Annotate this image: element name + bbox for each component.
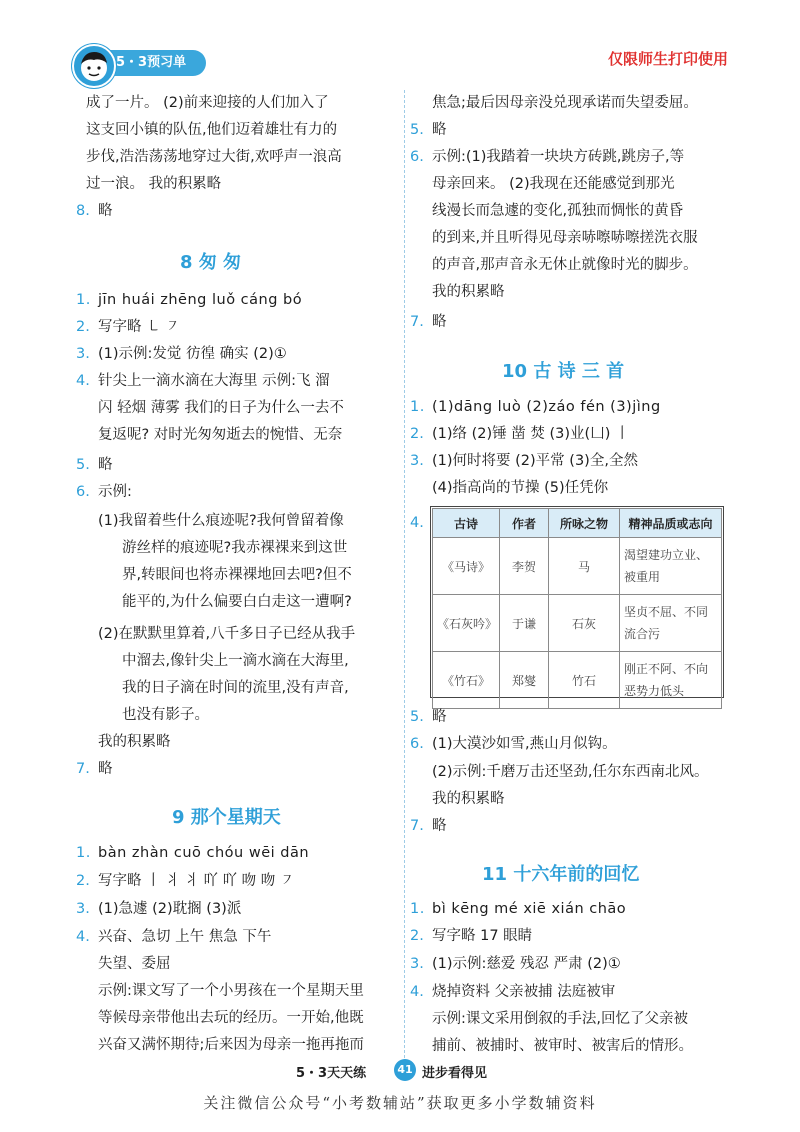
print-restriction-notice: 仅限师生打印使用 [607,50,728,68]
item-text: (1)络 (2)锤 凿 焚 (3)业(凵) 丨 [432,426,630,442]
text-line: 这支回小镇的队伍,他们迈着雄壮有力的 [86,122,338,138]
table-cell: 于谦 [500,595,549,652]
text-line: 示例:课文采用倒叙的手法,回忆了父亲被 [432,1011,688,1027]
item-number: 3. [76,346,90,362]
item-number: 3. [410,956,424,972]
table-header: 所咏之物 [549,509,620,538]
item-text: 写字略 ㇄ ㇇ [98,319,180,335]
list-item [410,510,432,536]
list-item [410,421,629,447]
item-number: 8. [76,203,90,219]
item-number: 7. [410,314,424,330]
text-line: 示例:课文写了一个小男孩在一个星期天里 [98,983,364,999]
text-line: 线漫长而急遽的变化,孤独而惆怅的黄昏 [432,203,684,219]
text-line: 游丝样的痕迹呢?我赤裸裸来到这世 [122,540,348,556]
text-line: 能平的,为什么偏要白白走这一遭啊? [122,594,352,610]
item-number: 6. [76,484,90,500]
page-number: 41 [394,1059,416,1081]
text-line: 闪 轻烟 薄雾 我们的日子为什么一去不 [98,400,344,416]
footer-brand: 5・3天天练 [296,1066,367,1081]
item-number: 2. [410,426,424,442]
text-line: 成了一片。 (2)前来迎接的人们加入了 [86,95,329,111]
item-text: 写字略 17 眼睛 [432,928,533,944]
item-text: jīn huái zhēng luǒ cáng bó [98,292,303,308]
item-text: (1)大漠沙如雪,燕山月似钩。 [432,736,617,752]
table-cell: 《竹石》 [433,652,500,709]
section-title-10: 10 古 诗 三 首 [502,361,625,382]
text-line: 兴奋又满怀期待;后来因为母亲一拖再拖而 [98,1037,364,1053]
text-line: (2)示例:千磨万击还坚劲,任尔东西南北风。 [432,764,709,780]
item-number: 2. [410,928,424,944]
section-title-8: 8 匆 匆 [180,252,242,273]
text-line: (2)在默默里算着,八千多日子已经从我手 [98,626,356,642]
item-number: 1. [410,901,425,917]
table-cell: 马 [549,538,620,595]
list-item [410,896,626,922]
item-number: 3. [76,901,90,917]
wechat-notice: 关注微信公众号“小考数辅站”获取更多小学数辅资料 [203,1094,597,1112]
table-header-row [433,509,722,538]
item-text: 写字略 丨 丬 丬 吖 吖 吻 吻 ㇇ [98,873,295,889]
list-item [410,704,447,730]
list-item [76,840,309,866]
item-text: 略 [432,314,447,330]
table-row [433,538,722,595]
footer-slogan: 进步看得见 [422,1066,488,1081]
item-text: 略 [98,457,113,473]
item-number: 2. [76,873,90,889]
table-cell: 石灰 [549,595,620,652]
item-text: 略 [432,709,447,725]
table-cell: 刚正不阿、不向恶势力低头 [620,652,722,709]
text-line: 我的积累略 [98,734,171,750]
poem-table [432,508,722,709]
column-divider [404,90,405,1058]
item-number: 5. [410,122,424,138]
table-header: 精神品质或志向 [620,509,722,538]
list-item [76,479,132,505]
item-text: (1)急遽 (2)耽搁 (3)派 [98,901,242,917]
section-title-11: 11 十六年前的回忆 [482,864,640,885]
list-item [76,756,113,782]
text-line: 的到来,并且听得见母亲哧嚓哧嚓搓洗衣服 [432,230,698,246]
item-text: 示例:(1)我踏着一块块方砖跳,跳房子,等 [432,149,685,165]
item-number: 4. [410,984,424,1000]
text-line: 我的日子滴在时间的流里,没有声音, [122,680,349,696]
text-line: 焦急;最后因母亲没兑现承诺而失望委屈。 [432,95,698,111]
list-item [76,314,180,340]
item-number: 4. [76,929,90,945]
mascot-icon [74,46,114,86]
text-line: (1)我留着些什么痕迹呢?我何曾留着像 [98,513,344,529]
item-text: 烧掉资料 父亲被捕 法庭被审 [432,984,616,1000]
list-item [410,144,684,170]
item-number: 1. [76,845,91,861]
text-line: 复返呢? 对时光匆匆逝去的惋惜、无奈 [98,427,343,443]
item-number: 6. [410,149,424,165]
item-number: 1. [410,399,425,415]
table-cell: 竹石 [549,652,620,709]
item-number: 5. [76,457,90,473]
mascot-avatar [72,44,116,88]
item-number: 5. [410,709,424,725]
table-row [433,652,722,709]
list-item [410,731,617,757]
item-number: 4. [76,373,90,389]
item-number: 4. [410,515,424,531]
item-text: 略 [98,761,113,777]
item-text: (1)何时将要 (2)平常 (3)全,全然 [432,453,638,469]
list-item [410,951,621,977]
list-item [76,868,294,894]
table-cell: 《石灰吟》 [433,595,500,652]
table-cell: 李贺 [500,538,549,595]
table-cell: 郑燮 [500,652,549,709]
item-text: 针尖上一滴水滴在大海里 示例:飞 溜 [98,373,330,389]
item-text: (1)示例:慈爱 残忍 严肃 (2)① [432,956,621,972]
text-line: 母亲回来。 (2)我现在还能感觉到那光 [432,176,675,192]
text-line: 界,转眼间也将赤裸裸地回去吧?但不 [122,567,352,583]
text-line: 我的积累略 [432,791,505,807]
item-text: bàn zhàn cuō chóu wēi dān [98,845,310,861]
item-text: 略 [432,818,447,834]
text-line: 中溜去,像针尖上一滴水滴在大海里, [122,653,349,669]
text-line: 我的积累略 [432,284,505,300]
list-item [76,198,113,224]
text-line: (4)指高尚的节操 (5)任凭你 [432,480,609,496]
item-text: 略 [98,203,113,219]
list-item [76,924,271,950]
list-item [410,923,532,949]
text-line: 捕前、被捕时、被审时、被害后的情形。 [432,1038,693,1054]
list-item [410,394,661,420]
item-number: 6. [410,736,424,752]
text-line: 失望、委屈 [98,956,171,972]
section-title-9: 9 那个星期天 [172,807,281,828]
table-cell: 坚贞不屈、不同流合污 [620,595,722,652]
item-text: (1)示例:发觉 彷徨 确实 (2)① [98,346,287,362]
item-number: 2. [76,319,90,335]
list-item [76,452,113,478]
item-text: 示例: [98,484,132,500]
item-text: (1)dāng luò (2)záo fén (3)jìng [432,399,661,415]
table-cell: 渴望建功立业、被重用 [620,538,722,595]
brand-label: 5・3预习单 [116,55,187,70]
list-item [410,979,615,1005]
text-line: 等候母亲带他出去玩的经历。一开始,他既 [98,1010,364,1026]
item-number: 7. [410,818,424,834]
table-header: 作者 [500,509,549,538]
table-cell: 《马诗》 [433,538,500,595]
text-line: 的声音,那声音永无休止就像时光的脚步。 [432,257,698,273]
list-item [410,813,447,839]
text-line: 也没有影子。 [122,707,209,723]
table-row [433,595,722,652]
list-item [410,117,447,143]
item-number: 7. [76,761,90,777]
table-header: 古诗 [433,509,500,538]
item-text: bì kēng mé xiē xián chāo [432,901,627,917]
text-line: 步伐,浩浩荡荡地穿过大街,欢呼声一浪高 [86,149,342,165]
list-item [76,287,302,313]
item-text: 兴奋、急切 上午 焦急 下午 [98,929,272,945]
item-number: 3. [410,453,424,469]
item-number: 1. [76,292,91,308]
list-item [76,368,330,394]
list-item [410,309,447,335]
list-item [76,896,241,922]
text-line: 过一浪。 我的积累略 [86,176,222,192]
list-item [410,448,638,474]
item-text: 略 [432,122,447,138]
list-item [76,341,287,367]
